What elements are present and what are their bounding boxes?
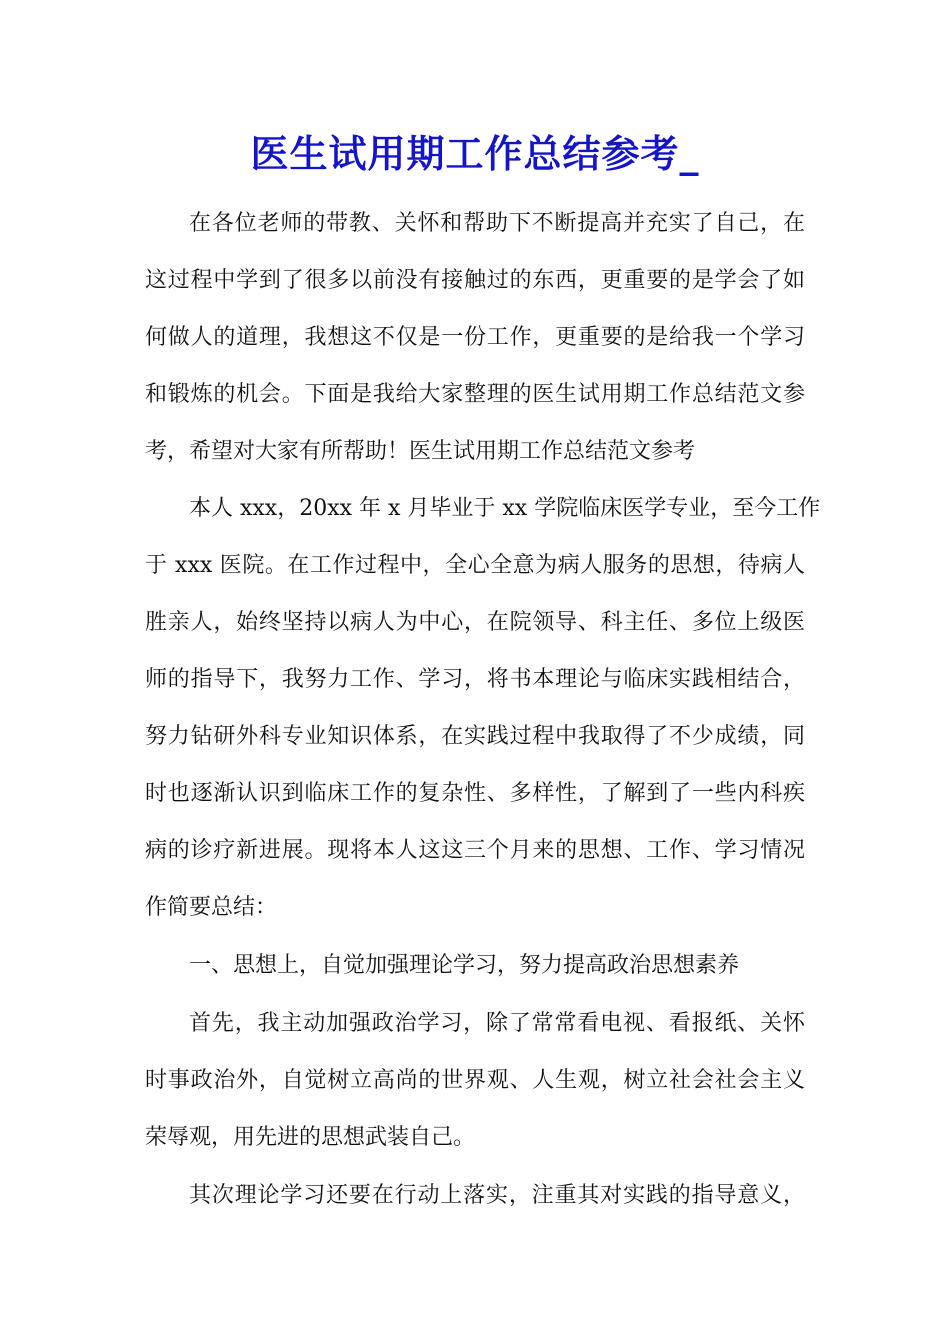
paragraph-line: 于 xxx 医院。在工作过程中，全心全意为病人服务的思想，待病人 — [145, 553, 805, 578]
paragraph-line: 师的指导下，我努力工作、学习，将书本理论与临床实践相结合， — [145, 667, 805, 692]
paragraph-line: 本人 xxx，20xx 年 x 月毕业于 xx 学院临床医学专业，至今工作 — [189, 496, 821, 521]
paragraph-line: 其次理论学习还要在行动上落实，注重其对实践的指导意义， — [189, 1183, 805, 1208]
paragraph-line: 病的诊疗新进展。现将本人这这三个月来的思想、工作、学习情况 — [145, 838, 805, 863]
paragraph-line: 胜亲人，始终坚持以病人为中心，在院领导、科主任、多位上级医 — [145, 610, 805, 635]
paragraph-line: 荣辱观，用先进的思想武装自己。 — [145, 1125, 476, 1150]
paragraph-line: 时事政治外，自觉树立高尚的世界观、人生观，树立社会社会主义 — [145, 1068, 805, 1093]
paragraph-line: 在各位老师的带教、关怀和帮助下不断提高并充实了自己，在 — [189, 211, 805, 236]
paragraph-line: 和锻炼的机会。下面是我给大家整理的医生试用期工作总结范文参 — [145, 382, 805, 407]
paragraph-line: 努力钻研外科专业知识体系，在实践过程中我取得了不少成绩，同 — [145, 724, 805, 749]
paragraph-line: 作简要总结： — [145, 895, 278, 920]
section-heading: 一、思想上，自觉加强理论学习，努力提高政治思想素养 — [189, 953, 740, 978]
paragraph-line: 何做人的道理，我想这不仅是一份工作，更重要的是给我一个学习 — [145, 325, 805, 350]
paragraph-line: 时也逐渐认识到临床工作的复杂性、多样性，了解到了一些内科疾 — [145, 781, 805, 806]
paragraph-line: 首先，我主动加强政治学习，除了常常看电视、看报纸、关怀 — [189, 1011, 805, 1036]
paragraph-line: 考，希望对大家有所帮助！医生试用期工作总结范文参考 — [145, 439, 696, 464]
paragraph-line: 这过程中学到了很多以前没有接触过的东西，更重要的是学会了如 — [145, 268, 805, 293]
document-title: 医生试用期工作总结参考_ — [250, 131, 700, 176]
